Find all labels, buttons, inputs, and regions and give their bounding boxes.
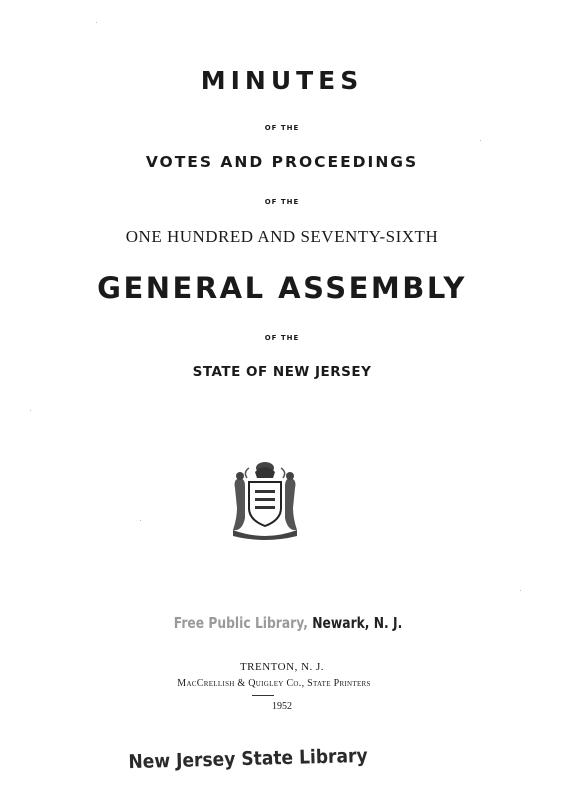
speck	[140, 520, 141, 521]
title-session: ONE HUNDRED AND SEVENTY-SIXTH	[125, 227, 439, 246]
speck	[480, 140, 481, 141]
title-minutes: MINUTES	[200, 66, 364, 95]
library-stamp	[57, 614, 519, 632]
speck	[520, 590, 521, 591]
state-library-stamp: New Jersey State Library	[128, 744, 368, 774]
speck	[30, 410, 31, 411]
title-votes-proceedings: VOTES AND PROCEEDINGS	[145, 153, 419, 171]
of-the-2: OF THE	[264, 198, 300, 206]
library-stamp-bold: Newark, N. J.	[312, 614, 403, 632]
title-general-assembly: GENERAL ASSEMBLY	[97, 271, 467, 305]
of-the-3: OF THE	[264, 334, 300, 342]
imprint-rule	[252, 695, 274, 696]
library-stamp-faded: Free Public Library,	[173, 614, 308, 632]
of-the-1: OF THE	[264, 124, 300, 132]
title-state: STATE OF NEW JERSEY	[192, 364, 372, 380]
speck	[96, 22, 97, 23]
imprint-printer: MacCrellish & Quigley Co., State Printers	[177, 678, 371, 689]
imprint-city: TRENTON, N. J.	[239, 661, 325, 673]
state-seal-icon	[227, 458, 303, 542]
imprint-year: 1952	[272, 701, 292, 712]
